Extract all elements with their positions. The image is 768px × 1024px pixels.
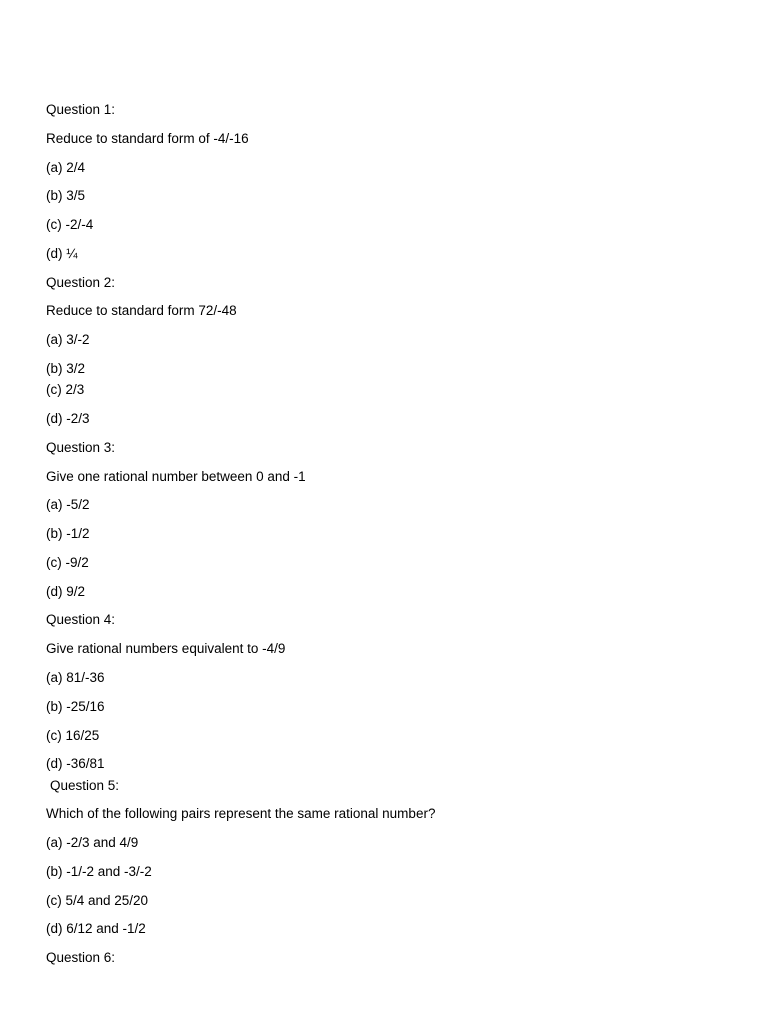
question-2-option-b: (b) 3/2 <box>46 361 86 376</box>
question-4-heading: Question 4: <box>46 612 116 627</box>
question-3-heading: Question 3: <box>46 440 116 455</box>
question-3-prompt: Give one rational number between 0 and -1 <box>46 469 306 484</box>
question-2-option-c: (c) 2/3 <box>46 382 85 397</box>
question-5-heading: Question 5: <box>50 778 120 793</box>
question-1-option-b: (b) 3/5 <box>46 188 86 203</box>
question-3-option-c: (c) -9/2 <box>46 555 89 570</box>
question-5-option-a: (a) -2/3 and 4/9 <box>46 835 139 850</box>
question-2-option-a: (a) 3/-2 <box>46 332 90 347</box>
question-4-option-c: (c) 16/25 <box>46 728 100 743</box>
question-4-prompt: Give rational numbers equivalent to -4/9 <box>46 641 286 656</box>
question-2-heading: Question 2: <box>46 275 116 290</box>
question-1-option-a: (a) 2/4 <box>46 160 86 175</box>
question-4-option-a: (a) 81/-36 <box>46 670 105 685</box>
question-3-option-a: (a) -5/2 <box>46 497 90 512</box>
question-1-heading: Question 1: <box>46 102 116 117</box>
question-3-option-b: (b) -1/2 <box>46 526 90 541</box>
question-1-option-d: (d) ¼ <box>46 246 78 261</box>
question-6-heading: Question 6: <box>46 950 116 965</box>
question-2-option-d: (d) -2/3 <box>46 411 90 426</box>
question-1-prompt: Reduce to standard form of -4/-16 <box>46 131 249 146</box>
question-3-option-d: (d) 9/2 <box>46 584 86 599</box>
question-4-option-b: (b) -25/16 <box>46 699 105 714</box>
question-5-option-c: (c) 5/4 and 25/20 <box>46 893 149 908</box>
question-5-option-b: (b) -1/-2 and -3/-2 <box>46 864 152 879</box>
question-5-prompt: Which of the following pairs represent the same rational number? <box>46 806 436 821</box>
question-2-prompt: Reduce to standard form 72/-48 <box>46 303 237 318</box>
question-4-option-d: (d) -36/81 <box>46 756 105 771</box>
question-1-option-c: (c) -2/-4 <box>46 217 94 232</box>
question-5-option-d: (d) 6/12 and -1/2 <box>46 921 146 936</box>
